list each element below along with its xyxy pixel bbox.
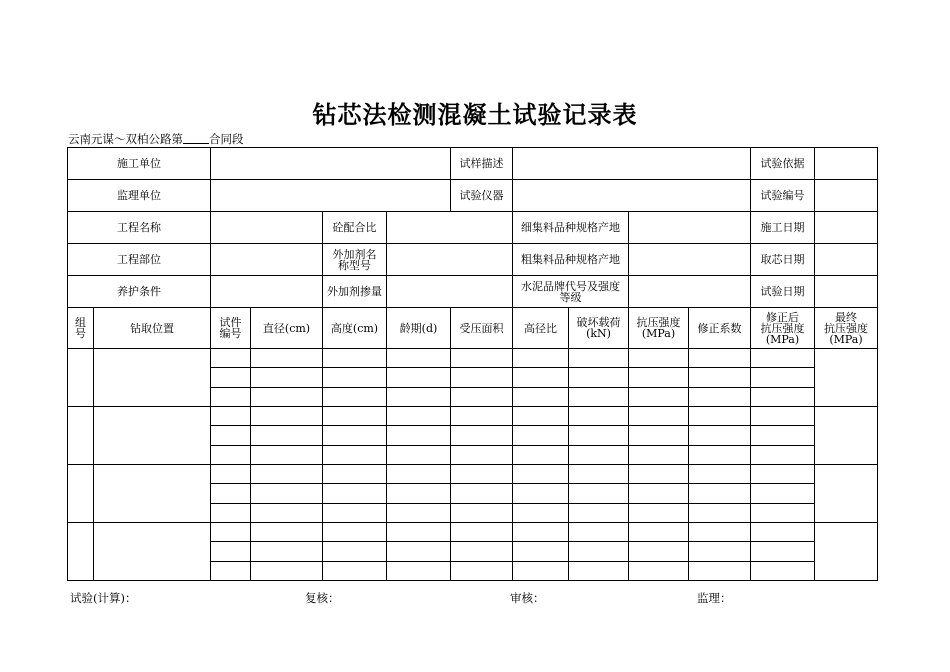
- factor-cell[interactable]: [689, 426, 751, 445]
- height-cell[interactable]: [323, 387, 387, 406]
- mix-ratio-label: 砼配合比: [323, 212, 387, 244]
- load-cell[interactable]: [569, 426, 629, 445]
- age-cell[interactable]: [387, 368, 451, 387]
- age-cell[interactable]: [387, 484, 451, 503]
- location-cell[interactable]: [94, 406, 211, 464]
- strength-cell[interactable]: [629, 349, 689, 368]
- corrected-cell[interactable]: [751, 445, 815, 464]
- corrected-cell[interactable]: [751, 542, 815, 561]
- coarse-aggregate-label: 粗集料品种规格产地: [513, 244, 629, 276]
- coarse-aggregate-field[interactable]: [629, 244, 751, 276]
- contract-section-blank[interactable]: [183, 132, 209, 144]
- final-strength-cell[interactable]: [815, 406, 878, 464]
- auditor-signature: 审核：: [510, 591, 545, 605]
- area-cell[interactable]: [451, 464, 513, 483]
- height-cell[interactable]: [323, 426, 387, 445]
- diameter-cell[interactable]: [251, 561, 323, 580]
- diameter-cell[interactable]: [251, 464, 323, 483]
- factor-cell[interactable]: [689, 484, 751, 503]
- form-title: 钻芯法检测混凝土试验记录表: [312, 101, 638, 129]
- admixture-dosage-label: 外加剂掺量: [323, 276, 387, 308]
- age-cell[interactable]: [387, 522, 451, 541]
- specimen-cell[interactable]: [211, 464, 251, 483]
- corrected-cell[interactable]: [751, 387, 815, 406]
- data-rows: [68, 349, 878, 581]
- project-name-field[interactable]: [211, 212, 323, 244]
- col-corrected: [751, 308, 815, 349]
- specimen-cell[interactable]: [211, 484, 251, 503]
- load-cell[interactable]: [569, 406, 629, 425]
- ratio-cell[interactable]: [513, 426, 569, 445]
- admixture-name-label: 外加剂名称型号: [323, 244, 387, 276]
- load-cell[interactable]: [569, 484, 629, 503]
- tester-signature: 试验(计算)：: [70, 591, 137, 605]
- age-cell[interactable]: [387, 426, 451, 445]
- col-corrected-line3: (MPa): [765, 332, 800, 346]
- load-cell[interactable]: [569, 561, 629, 580]
- specimen-cell[interactable]: [211, 503, 251, 522]
- specimen-cell[interactable]: [211, 387, 251, 406]
- load-cell[interactable]: [569, 542, 629, 561]
- table-row: [68, 522, 878, 541]
- load-cell[interactable]: [569, 387, 629, 406]
- project-part-field[interactable]: [211, 244, 323, 276]
- ratio-cell[interactable]: [513, 542, 569, 561]
- age-cell[interactable]: [387, 542, 451, 561]
- load-cell[interactable]: [569, 464, 629, 483]
- strength-cell[interactable]: [629, 387, 689, 406]
- strength-cell[interactable]: [629, 484, 689, 503]
- factor-cell[interactable]: [689, 406, 751, 425]
- height-cell[interactable]: [323, 503, 387, 522]
- col-diameter: 直径(cm): [251, 308, 323, 349]
- height-cell[interactable]: [323, 445, 387, 464]
- final-strength-cell[interactable]: [815, 522, 878, 580]
- corrected-cell[interactable]: [751, 406, 815, 425]
- column-headers: [68, 308, 878, 349]
- diameter-cell[interactable]: [251, 387, 323, 406]
- load-cell[interactable]: [569, 349, 629, 368]
- group-cell[interactable]: [68, 464, 94, 522]
- test-date-field[interactable]: [815, 276, 878, 308]
- factor-cell[interactable]: [689, 349, 751, 368]
- strength-cell[interactable]: [629, 445, 689, 464]
- final-strength-cell[interactable]: [815, 464, 878, 522]
- ratio-cell[interactable]: [513, 484, 569, 503]
- corrected-cell[interactable]: [751, 349, 815, 368]
- area-cell[interactable]: [451, 484, 513, 503]
- table-row: [68, 406, 878, 425]
- ratio-cell[interactable]: [513, 349, 569, 368]
- ratio-cell[interactable]: [513, 387, 569, 406]
- cement-field[interactable]: [629, 276, 751, 308]
- col-strength-line2: (MPa): [641, 327, 676, 340]
- test-instrument-label: 试验仪器: [451, 180, 513, 212]
- diameter-cell[interactable]: [251, 484, 323, 503]
- project-part-label: 工程部位: [68, 244, 211, 276]
- diameter-cell[interactable]: [251, 349, 323, 368]
- strength-cell[interactable]: [629, 368, 689, 387]
- factor-cell[interactable]: [689, 464, 751, 483]
- specimen-cell[interactable]: [211, 426, 251, 445]
- construction-date-field[interactable]: [815, 212, 878, 244]
- col-load: [569, 308, 629, 349]
- table-row: [68, 464, 878, 483]
- specimen-cell[interactable]: [211, 542, 251, 561]
- col-strength: [629, 308, 689, 349]
- area-cell[interactable]: [451, 561, 513, 580]
- age-cell[interactable]: [387, 503, 451, 522]
- height-cell[interactable]: [323, 368, 387, 387]
- strength-cell[interactable]: [629, 522, 689, 541]
- group-cell[interactable]: [68, 522, 94, 580]
- strength-cell[interactable]: [629, 464, 689, 483]
- area-cell[interactable]: [451, 387, 513, 406]
- col-specimen: 试件编号: [211, 308, 251, 349]
- test-basis-label: 试验依据: [751, 148, 815, 180]
- test-date-label: 试验日期: [751, 276, 815, 308]
- area-cell[interactable]: [451, 445, 513, 464]
- supervisor-signature: 监理：: [697, 591, 732, 605]
- load-cell[interactable]: [569, 522, 629, 541]
- test-basis-field[interactable]: [815, 148, 878, 180]
- height-cell[interactable]: [323, 464, 387, 483]
- reviewer-signature: 复核：: [305, 591, 340, 605]
- corrected-cell[interactable]: [751, 503, 815, 522]
- col-final-line1: 最终: [835, 310, 857, 324]
- factor-cell[interactable]: [689, 561, 751, 580]
- construction-date-label: 施工日期: [751, 212, 815, 244]
- ratio-cell[interactable]: [513, 561, 569, 580]
- cement-label: 水泥品牌代号及强度等级: [513, 276, 629, 308]
- col-strength-line1: 抗压强度: [636, 316, 681, 329]
- age-cell[interactable]: [387, 445, 451, 464]
- corrected-cell[interactable]: [751, 426, 815, 445]
- strength-cell[interactable]: [629, 542, 689, 561]
- test-instrument-field[interactable]: [513, 180, 751, 212]
- specimen-cell[interactable]: [211, 406, 251, 425]
- group-cell[interactable]: [68, 406, 94, 464]
- height-cell[interactable]: [323, 522, 387, 541]
- col-ratio: 高径比: [513, 308, 569, 349]
- col-final-line3: (MPa): [829, 332, 863, 346]
- height-cell[interactable]: [323, 561, 387, 580]
- location-cell[interactable]: [94, 522, 211, 580]
- final-strength-cell[interactable]: [815, 349, 878, 407]
- area-cell[interactable]: [451, 542, 513, 561]
- col-location: 钻取位置: [94, 308, 211, 349]
- factor-cell[interactable]: [689, 445, 751, 464]
- area-cell[interactable]: [451, 368, 513, 387]
- ratio-cell[interactable]: [513, 522, 569, 541]
- curing-label: 养护条件: [68, 276, 211, 308]
- sample-desc-field[interactable]: [513, 148, 751, 180]
- area-cell[interactable]: [451, 349, 513, 368]
- supervision-unit-field[interactable]: [211, 180, 451, 212]
- col-factor: 修正系数: [689, 308, 751, 349]
- col-final-line2: 抗压强度: [824, 321, 868, 335]
- diameter-cell[interactable]: [251, 445, 323, 464]
- table-row: [68, 349, 878, 368]
- factor-cell[interactable]: [689, 387, 751, 406]
- test-number-label: 试验编号: [751, 180, 815, 212]
- col-group: 组号: [68, 308, 94, 349]
- fine-aggregate-field[interactable]: [629, 212, 751, 244]
- age-cell[interactable]: [387, 387, 451, 406]
- col-area: 受压面积: [451, 308, 513, 349]
- project-prefix: 云南元谋～双柏公路第: [68, 132, 183, 146]
- height-cell[interactable]: [323, 406, 387, 425]
- project-suffix: 合同段: [209, 132, 244, 146]
- project-line: [68, 131, 244, 147]
- admixture-dosage-field[interactable]: [387, 276, 513, 308]
- strength-cell[interactable]: [629, 406, 689, 425]
- age-cell[interactable]: [387, 464, 451, 483]
- corrected-cell[interactable]: [751, 464, 815, 483]
- ratio-cell[interactable]: [513, 406, 569, 425]
- load-cell[interactable]: [569, 503, 629, 522]
- construction-unit-label: 施工单位: [68, 148, 211, 180]
- location-cell[interactable]: [94, 349, 211, 407]
- header-info: [68, 148, 878, 308]
- diameter-cell[interactable]: [251, 542, 323, 561]
- ratio-cell[interactable]: [513, 368, 569, 387]
- col-age: 龄期(d): [387, 308, 451, 349]
- diameter-cell[interactable]: [251, 406, 323, 425]
- col-height: 高度(cm): [323, 308, 387, 349]
- project-name-label: 工程名称: [68, 212, 211, 244]
- area-cell[interactable]: [451, 522, 513, 541]
- area-cell[interactable]: [451, 503, 513, 522]
- coring-date-field[interactable]: [815, 244, 878, 276]
- age-cell[interactable]: [387, 561, 451, 580]
- group-cell[interactable]: [68, 349, 94, 407]
- supervision-unit-label: 监理单位: [68, 180, 211, 212]
- corrected-cell[interactable]: [751, 522, 815, 541]
- corrected-cell[interactable]: [751, 368, 815, 387]
- area-cell[interactable]: [451, 406, 513, 425]
- record-table: [67, 147, 878, 581]
- location-cell[interactable]: [94, 464, 211, 522]
- height-cell[interactable]: [323, 542, 387, 561]
- height-cell[interactable]: [323, 349, 387, 368]
- ratio-cell[interactable]: [513, 503, 569, 522]
- corrected-cell[interactable]: [751, 484, 815, 503]
- age-cell[interactable]: [387, 406, 451, 425]
- strength-cell[interactable]: [629, 503, 689, 522]
- factor-cell[interactable]: [689, 368, 751, 387]
- specimen-cell[interactable]: [211, 349, 251, 368]
- fine-aggregate-label: 细集料品种规格产地: [513, 212, 629, 244]
- col-corrected-line2: 抗压强度: [760, 321, 805, 335]
- col-load-line2: (kN): [586, 327, 611, 340]
- diameter-cell[interactable]: [251, 368, 323, 387]
- coring-date-label: 取芯日期: [751, 244, 815, 276]
- admixture-name-field[interactable]: [387, 244, 513, 276]
- test-number-field[interactable]: [815, 180, 878, 212]
- age-cell[interactable]: [387, 349, 451, 368]
- load-cell[interactable]: [569, 368, 629, 387]
- ratio-cell[interactable]: [513, 464, 569, 483]
- diameter-cell[interactable]: [251, 426, 323, 445]
- specimen-cell[interactable]: [211, 368, 251, 387]
- construction-unit-field[interactable]: [211, 148, 451, 180]
- factor-cell[interactable]: [689, 522, 751, 541]
- load-cell[interactable]: [569, 445, 629, 464]
- mix-ratio-field[interactable]: [387, 212, 513, 244]
- factor-cell[interactable]: [689, 542, 751, 561]
- col-final: [815, 308, 878, 349]
- strength-cell[interactable]: [629, 426, 689, 445]
- col-load-line1: 破坏载荷: [576, 316, 621, 329]
- specimen-cell[interactable]: [211, 445, 251, 464]
- specimen-cell[interactable]: [211, 522, 251, 541]
- diameter-cell[interactable]: [251, 503, 323, 522]
- factor-cell[interactable]: [689, 503, 751, 522]
- sample-desc-label: 试样描述: [451, 148, 513, 180]
- col-corrected-line1: 修正后: [766, 310, 799, 324]
- height-cell[interactable]: [323, 484, 387, 503]
- curing-field[interactable]: [211, 276, 323, 308]
- corrected-cell[interactable]: [751, 561, 815, 580]
- diameter-cell[interactable]: [251, 522, 323, 541]
- strength-cell[interactable]: [629, 561, 689, 580]
- area-cell[interactable]: [451, 426, 513, 445]
- specimen-cell[interactable]: [211, 561, 251, 580]
- ratio-cell[interactable]: [513, 445, 569, 464]
